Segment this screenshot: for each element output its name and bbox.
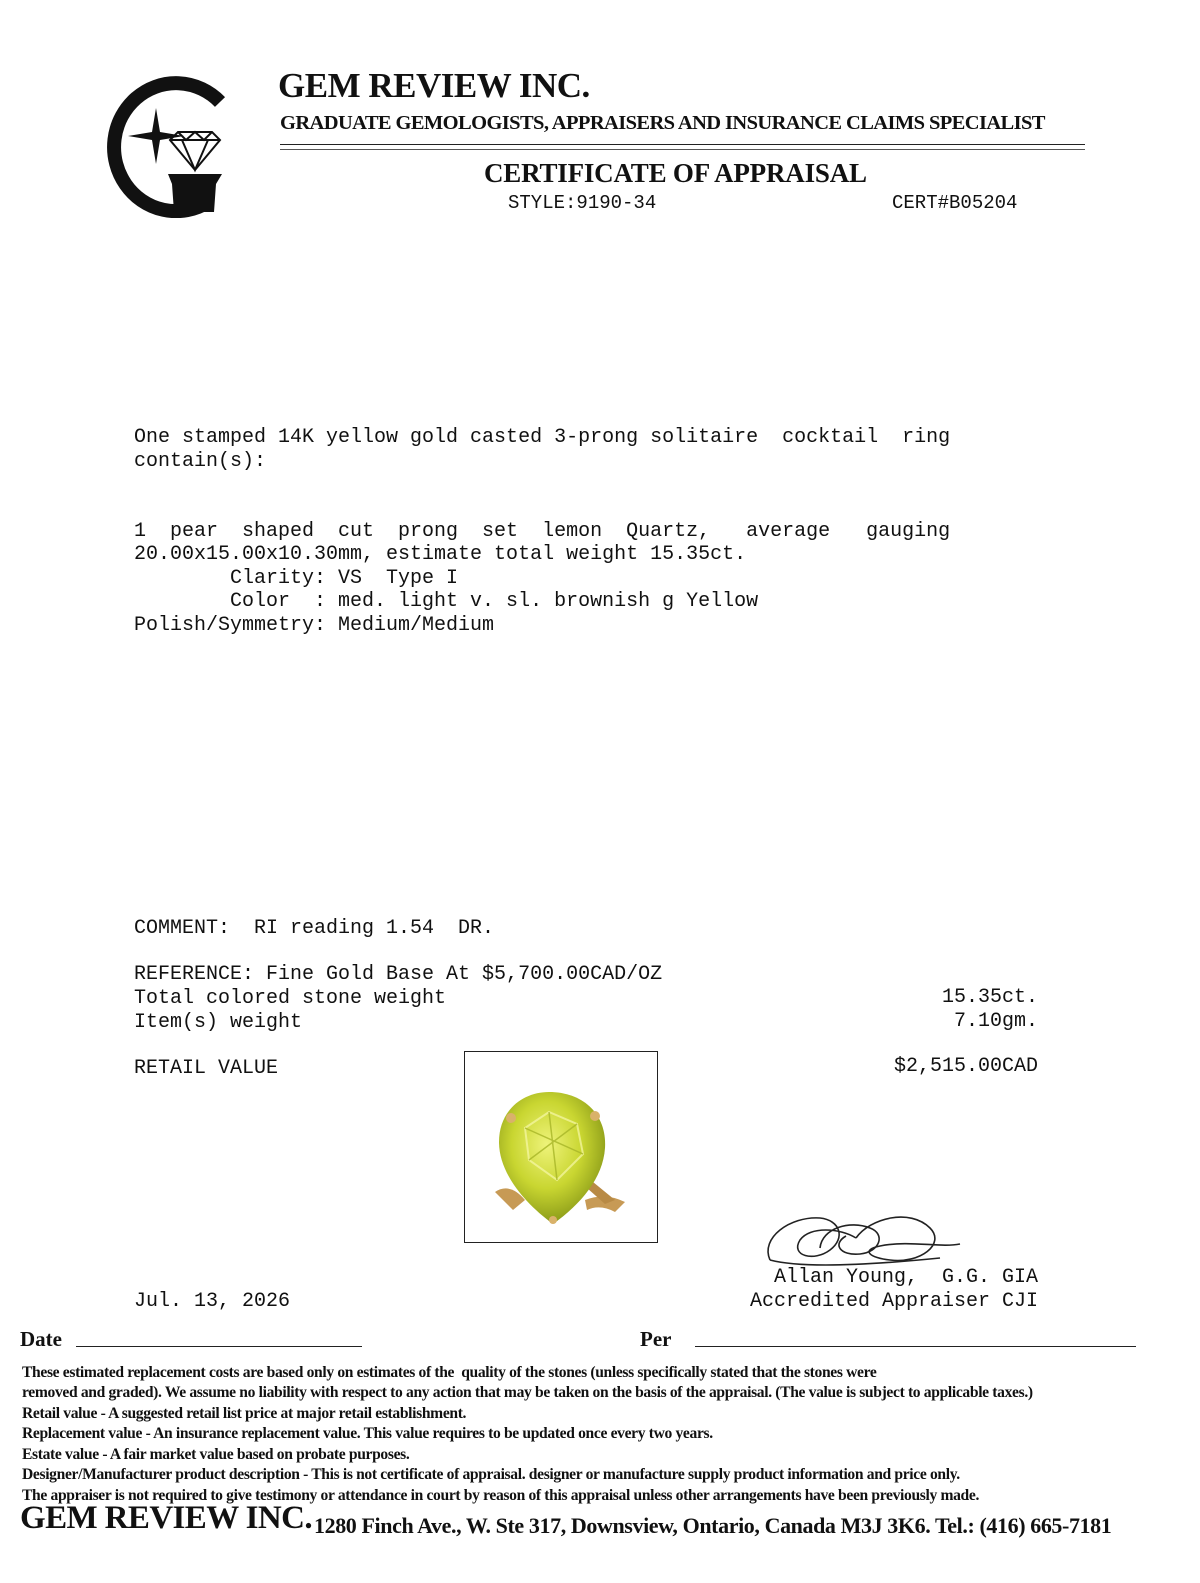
company-name: GEM REVIEW INC. <box>278 66 590 105</box>
disclaimer-line: Replacement value - An insurance replacement value. This value requires to be updated once every two years. <box>22 1425 713 1442</box>
date-label: Date <box>20 1327 62 1351</box>
date-signature-line <box>76 1346 362 1347</box>
header-rule <box>280 144 1085 145</box>
color-line: Color : med. light v. sl. brownish g Yellow <box>134 590 759 613</box>
certificate-number: CERT#B05204 <box>892 192 1018 214</box>
per-label: Per <box>640 1327 672 1351</box>
item-description-line2: contain(s): <box>134 450 267 473</box>
appraiser-credential: Accredited Appraiser CJI <box>749 1290 1038 1313</box>
header-rule-thin <box>280 149 1085 150</box>
per-signature-line <box>695 1346 1136 1347</box>
comment-line: COMMENT: RI reading 1.54 DR. <box>134 917 495 940</box>
reference-line: REFERENCE: Fine Gold Base At $5,700.00CAD/OZ <box>134 963 663 986</box>
item-description-line1: One stamped 14K yellow gold casted 3-prong solitaire cocktail ring <box>134 426 951 449</box>
disclaimer-line: The appraiser is not required to give testimony or attendance in court by reason of this appraisal unless other arrangements have been previously made. <box>22 1487 979 1504</box>
company-tagline: GRADUATE GEMOLOGISTS, APPRAISERS AND INSURANCE CLAIMS SPECIALIST <box>280 112 1045 134</box>
appraiser-name: Allan Young, G.G. GIA <box>773 1266 1038 1289</box>
ring-image-icon <box>465 1052 657 1242</box>
disclaimer-line: removed and graded). We assume no liability with respect to any action that may be taken on the basis of the appraisal. (The value is subject to applicable taxes.) <box>22 1384 1033 1401</box>
retail-value-amount: $2,515.00CAD <box>893 1055 1038 1078</box>
style-number: STYLE:9190-34 <box>508 192 657 214</box>
disclaimer-line: Retail value - A suggested retail list price at major retail establishment. <box>22 1405 467 1422</box>
appraisal-date: Jul. 13, 2026 <box>134 1290 291 1313</box>
company-logo-icon <box>96 76 228 218</box>
footer-company-name: GEM REVIEW INC. <box>20 1500 313 1536</box>
product-photo <box>464 1051 658 1243</box>
retail-value-label: RETAIL VALUE <box>134 1057 279 1080</box>
certificate-title: CERTIFICATE OF APPRAISAL <box>484 158 867 188</box>
disclaimer-line: Designer/Manufacturer product description - This is not certificate of appraisal. designer or manufacture supply product information and price only. <box>22 1466 960 1483</box>
stone-weight-label: Total colored stone weight <box>134 987 447 1010</box>
disclaimer-line: Estate value - A fair market value based on probate purposes. <box>22 1446 410 1463</box>
polish-line: Polish/Symmetry: Medium/Medium <box>134 614 495 637</box>
stone-description-line2: 20.00x15.00x10.30mm, estimate total weight 15.35ct. <box>134 543 747 566</box>
clarity-line: Clarity: VS Type I <box>134 567 459 590</box>
item-weight-label: Item(s) weight <box>134 1011 303 1034</box>
disclaimer-line: These estimated replacement costs are based only on estimates of the quality of the stones (unless specifically stated that the stones were <box>22 1364 877 1381</box>
stone-description-line1: 1 pear shaped cut prong set lemon Quartz, average gauging <box>134 520 951 543</box>
stone-weight-value: 15.35ct. <box>941 986 1038 1009</box>
footer-address: 1280 Finch Ave., W. Ste 317, Downsview, Ontario, Canada M3J 3K6. Tel.: (416) 665-7181 <box>314 1513 1112 1538</box>
item-weight-value: 7.10gm. <box>953 1010 1038 1033</box>
